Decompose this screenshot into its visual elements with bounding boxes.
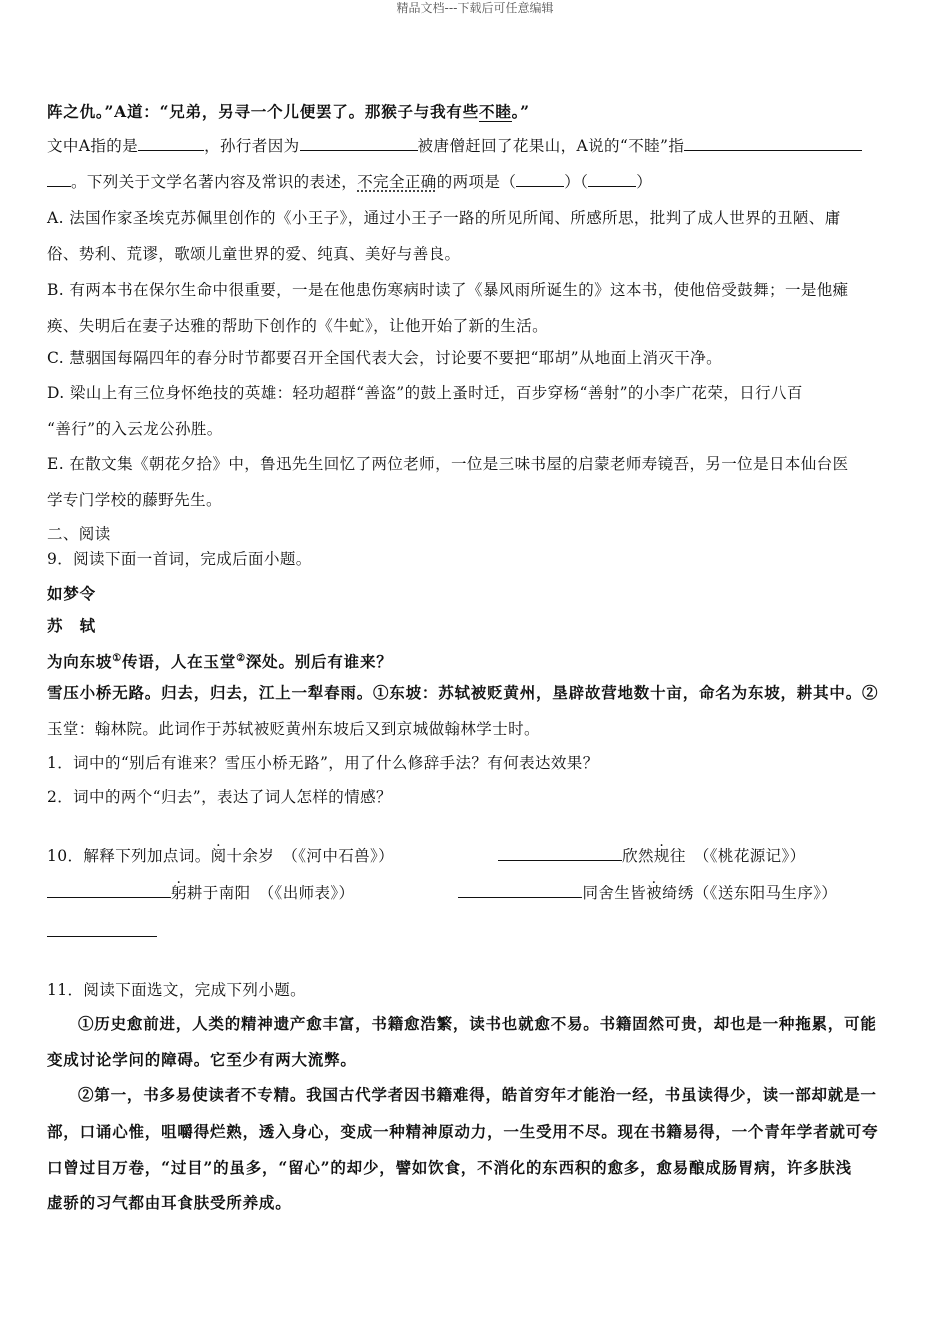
poem-line1: 为向东坡①传语，人在玉堂②深处。别后有谁来？ — [47, 652, 393, 672]
answer-blank-yue[interactable] — [498, 845, 622, 861]
dotted-char: 规 — [653, 847, 670, 865]
section-heading: 二、阅读 — [47, 525, 111, 543]
q10-line1: 10．解释下列加点词。阅十余岁 （《河中石兽》） 欣然规往 （《桃花源记》） — [47, 847, 806, 865]
option-e-line1: E. 在散文集《朝花夕拾》中，鲁迅先生回忆了两位老师，一位是三味书屋的启蒙老师寿镜吾，另一位是日本仙台医 — [47, 455, 849, 473]
q8-line2: 文中A指的是 ，孙行者因为 被唐僧赶回了花果山，A说的“不睦”指 — [47, 135, 862, 157]
passage-p2-line4: 虚骄的习气都由耳食肤受所养成。 — [47, 1193, 292, 1212]
option-b-line2: 痪、失明后在妻子达雅的帮助下创作的《牛虻》，让他开始了新的生活。 — [47, 317, 549, 335]
q9-sub1: 1．词中的“别后有谁来？雪压小桥无路”，用了什么修辞手法？有何表达效果？ — [47, 754, 599, 772]
dotted-char: 躬 — [171, 884, 187, 902]
answer-blank-bumu[interactable] — [684, 135, 862, 151]
underlined-word: 不睦 — [479, 102, 512, 121]
page-header: 精品文档---下载后可任意编辑 — [396, 1, 554, 15]
dotted-char: 被 — [646, 884, 662, 902]
poem-author: 苏 轼 — [47, 616, 96, 635]
poem-line2-notes: 雪压小桥无路。归去，归去，江上一犁春雨。①东坡：苏轼被贬黄州，垦辟故营地数十亩，命名为东坡，耕其中。② — [47, 683, 879, 702]
q8-line3: 。下列关于文学名著内容及常识的表述，不完全正确的两项是（ ）（ ） — [47, 171, 652, 193]
answer-blank-choice-1[interactable] — [516, 171, 564, 187]
answer-blank-choice-2[interactable] — [588, 171, 636, 187]
passage-p2-line3: 口曾过目万卷，“过目”的虽多，“留心”的却少，譬如饮食，不消化的东西积的愈多，愈易酿成肠胃病，许多肤浅 — [47, 1158, 852, 1177]
passage-p1-line1: ①历史愈前进，人类的精神遗产愈丰富，书籍愈浩繁，读书也就愈不易。书籍固然可贵，却也是一种拖累，可能 — [78, 1014, 877, 1033]
answer-blank-bumu-cont[interactable] — [47, 171, 71, 187]
answer-blank-reason[interactable] — [300, 135, 418, 151]
option-d-line1: D. 梁山上有三位身怀绝技的英雄：轻功超群“善盗”的鼓上蚤时迁，百步穿杨“善射”的小李广花荣，日行八百 — [47, 384, 803, 402]
passage-p1-line2: 变成讨论学问的障碍。它至少有两大流弊。 — [47, 1050, 357, 1069]
answer-blank-gong[interactable] — [458, 882, 582, 898]
answer-blank-gui[interactable] — [47, 882, 171, 898]
emphasized-phrase: 不完全正确 — [357, 173, 437, 191]
poem-notes-cont: 玉堂：翰林院。此词作于苏轼被贬黄州东坡后又到京城做翰林学士时。 — [47, 720, 540, 738]
option-c: C. 慧骃国每隔四年的春分时节都要召开全国代表大会，讨论要不要把“耶胡”从地面上消灭干净。 — [47, 349, 723, 367]
option-e-line2: 学专门学校的藤野先生。 — [47, 491, 222, 509]
answer-blank-bei[interactable] — [47, 936, 157, 937]
poem-title: 如梦令 — [47, 584, 96, 603]
option-a-line1: A. 法国作家圣埃克苏佩里创作的《小王子》，通过小王子一路的所见所闻、所感所思，批判了成人世界的丑陋、庸 — [47, 209, 841, 227]
q9-sub2: 2．词中的两个“归去”，表达了词人怎样的情感？ — [47, 788, 392, 806]
option-b-line1: B. 有两本书在保尔生命中很重要，一是在他患伤寒病时读了《暴风雨所诞生的》这本书，使他倍受鼓舞；一是他瘫 — [47, 281, 849, 299]
q8-line1: 阵之仇。”A道：“兄弟，另寻一个儿便罢了。那猴子与我有些不睦。” — [47, 102, 530, 121]
passage-p2-line1: ②第一，书多易使读者不专精。我国古代学者因书籍难得，皓首穷年才能治一经，书虽读得少，读一部却就是一 — [78, 1085, 877, 1104]
option-d-line2: “善行”的入云龙公孙胜。 — [47, 420, 223, 438]
dotted-char: 阅 — [210, 847, 227, 865]
option-a-line2: 俗、势利、荒谬，歌颂儿童世界的爱、纯真、美好与善良。 — [47, 245, 461, 263]
q11-intro: 11．阅读下面选文，完成下列小题。 — [47, 981, 307, 999]
q9-intro: 9．阅读下面一首词，完成后面小题。 — [47, 550, 312, 568]
answer-blank-a[interactable] — [138, 135, 204, 151]
q10-line2: 躬耕于南阳 （《出师表》） 同舍生皆被绮绣（《送东阳马生序》） — [47, 882, 837, 904]
passage-p2-line2: 部，口诵心惟，咀嚼得烂熟，透入身心，变成一种精神原动力，一生受用不尽。现在书籍易得，一个青年学者就可夸 — [47, 1122, 879, 1141]
